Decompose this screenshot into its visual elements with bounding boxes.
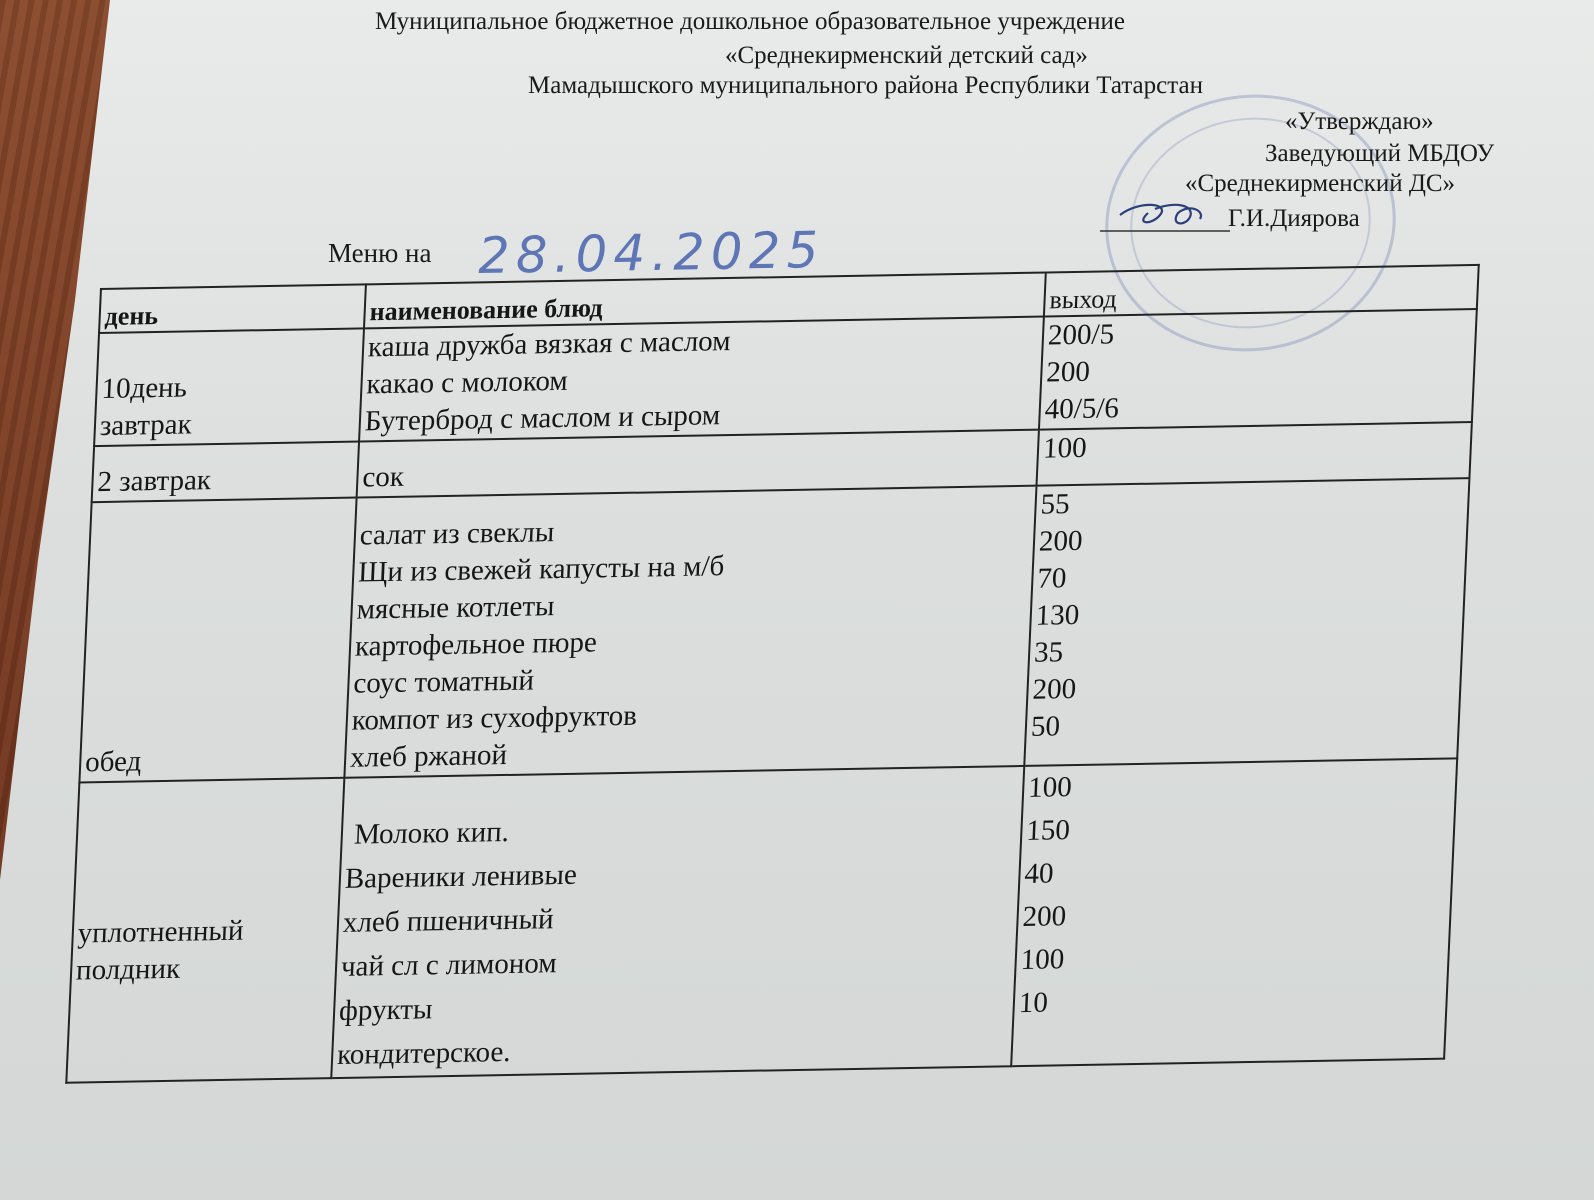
dish-name: какао с молоком bbox=[365, 364, 569, 401]
menu-date: 28.04.2025 bbox=[477, 220, 825, 286]
institution-name: Муниципальное бюджетное дошкольное образовательное учреждение bbox=[375, 8, 1125, 35]
day-text: уплотненный bbox=[77, 914, 245, 950]
dish-name: мясные котлеты bbox=[356, 590, 556, 626]
portion-value: 200 bbox=[1031, 673, 1077, 706]
portion-cell bbox=[1039, 309, 1477, 430]
dish-name: сок bbox=[361, 460, 405, 494]
signer-name: Г.И.Диярова bbox=[1228, 205, 1360, 232]
dish-name: каша дружба вязкая с маслом bbox=[367, 324, 732, 364]
institution-short: «Среднекирменский ДС» bbox=[1185, 170, 1456, 197]
dish-cell bbox=[331, 766, 1024, 1078]
dish-name: соус томатный bbox=[352, 664, 535, 700]
district-name: Мамадышского муниципального района Республики Татарстан bbox=[528, 72, 1203, 99]
portion-value: 55 bbox=[1039, 488, 1071, 521]
portion-value: 200 bbox=[1045, 355, 1091, 389]
head-title: Заведующий МБДОУ bbox=[1265, 140, 1495, 167]
dish-name: Вареники ленивые bbox=[344, 858, 578, 895]
signature bbox=[1100, 195, 1240, 240]
header-dish: наименование блюд bbox=[364, 272, 1046, 328]
portion-value: 35 bbox=[1033, 636, 1064, 669]
portion-value: 150 bbox=[1025, 814, 1071, 847]
header-day: день bbox=[99, 284, 366, 333]
portion-value: 10 bbox=[1018, 986, 1049, 1020]
portion-value: 40 bbox=[1023, 857, 1055, 890]
portion-value: 200 bbox=[1038, 524, 1084, 558]
portion-value: 40/5/6 bbox=[1044, 392, 1120, 426]
table-row-afternoon-snack bbox=[66, 758, 1457, 1082]
dish-cell bbox=[344, 486, 1036, 778]
dish-name: Бутерброд с маслом и сыром bbox=[364, 399, 721, 438]
portion-value: 200 bbox=[1021, 900, 1067, 934]
day-text: 2 завтрак bbox=[96, 464, 212, 499]
portion-value: 100 bbox=[1027, 771, 1073, 804]
menu-table-wrapper bbox=[65, 264, 1480, 1084]
dish-cell bbox=[359, 317, 1044, 442]
day-cell bbox=[79, 498, 356, 783]
dish-name: компот из сухофруктов bbox=[351, 699, 638, 737]
header-portion: выход bbox=[1044, 265, 1479, 317]
dish-name: Щи из свежей капусты на м/б bbox=[357, 550, 726, 589]
dish-name: Молоко кип. bbox=[346, 815, 510, 851]
table-row-lunch bbox=[79, 478, 1469, 782]
day-cell bbox=[66, 778, 344, 1083]
day-text: завтрак bbox=[99, 408, 193, 443]
dish-name: картофельное пюре bbox=[354, 626, 598, 663]
day-text: обед bbox=[84, 745, 143, 779]
dish-name: салат из свеклы bbox=[359, 516, 556, 552]
day-cell bbox=[94, 328, 364, 446]
day-cell bbox=[92, 442, 359, 503]
menu-label: Меню на bbox=[328, 238, 432, 268]
dish-name: хлеб ржаной bbox=[349, 738, 508, 774]
portion-value: 70 bbox=[1036, 562, 1068, 595]
portion-cell bbox=[1037, 422, 1472, 486]
portion-value: 200/5 bbox=[1047, 318, 1115, 352]
dish-name: кондитерское. bbox=[336, 1035, 512, 1071]
approve-label: «Утверждаю» bbox=[1285, 108, 1434, 135]
portion-value: 50 bbox=[1030, 710, 1061, 743]
dish-name: хлеб пшеничный bbox=[342, 903, 555, 939]
portion-value: 100 bbox=[1042, 431, 1088, 465]
portion-value: 130 bbox=[1035, 598, 1081, 632]
day-text: 10день bbox=[100, 371, 188, 406]
day-text: полдник bbox=[75, 952, 181, 987]
menu-table bbox=[65, 264, 1480, 1084]
portion-cell bbox=[1011, 758, 1457, 1066]
dish-name: чай сл с лимоном bbox=[340, 947, 558, 983]
kindergarten-name: «Среднекирменский детский сад» bbox=[725, 42, 1088, 69]
dish-name: фрукты bbox=[338, 993, 434, 1027]
portion-cell bbox=[1024, 478, 1469, 766]
portion-value: 100 bbox=[1020, 943, 1065, 977]
